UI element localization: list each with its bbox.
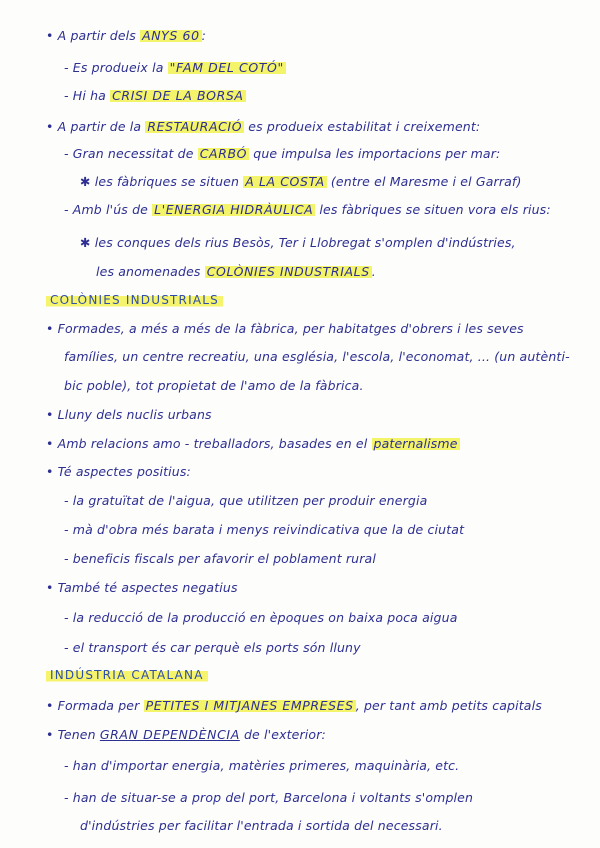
note-line-families: famílies, un centre recreatiu, una església, l'escola, l'economat, ... (un autènti- [64, 349, 570, 364]
note-line-carbo: - Gran necessitat de CARBÓ que impulsa les importacions per mar: [64, 146, 501, 161]
note-line-colonies: les anomenades COLÒNIES INDUSTRIALS . [96, 264, 376, 279]
note-line-lluny: • Lluny dels nuclis urbans [46, 407, 212, 422]
note-line-poble: bic poble), tot propietat de l'amo de la fàbrica. [64, 378, 364, 393]
note-line-conques: ✱ les conques dels rius Besòs, Ter i Llobregat s'omplen d'indústries, [80, 235, 516, 250]
note-line-port: - han de situar-se a prop del port, Barcelona i voltants s'omplen [64, 790, 474, 805]
section-heading-colonies: COLÒNIES INDUSTRIALS [46, 293, 223, 307]
note-line-reduccio: - la reducció de la producció en èpoques on baixa poca aigua [64, 610, 458, 625]
note-line-positius: • Té aspectes positius: [46, 464, 191, 479]
note-line-necessari: d'indústries per facilitar l'entrada i sortida del necessari. [80, 818, 443, 833]
note-line-energia-hidraulica: - Amb l'ús de L'ENERGIA HIDRÀULICA les fàbriques se situen vora els rius: [64, 202, 551, 217]
note-line-formades: • Formades, a més a més de la fàbrica, per habitatges d'obrers i les seves [46, 321, 524, 336]
note-line-fiscals: - beneficis fiscals per afavorir el poblament rural [64, 551, 376, 566]
note-line-costa: ✱ les fàbriques se situen A LA COSTA (entre el Maresme i el Garraf) [80, 174, 522, 189]
note-line-crisi-borsa: - Hi ha CRISI DE LA BORSA [64, 88, 244, 103]
note-line-negatius: • També té aspectes negatius [46, 580, 238, 595]
note-line-anys60: • A partir dels ANYS 60 : [46, 28, 207, 43]
section-heading-industria: INDÚSTRIA CATALANA [46, 668, 208, 682]
note-line-restauracio: • A partir de la RESTAURACIÓ es produeix estabilitat i creixement: [46, 119, 481, 134]
note-line-fam-coto: - Es produeix la "FAM DEL COTÓ" [64, 60, 284, 75]
note-line-paternalisme: • Amb relacions amo - treballadors, basades en el paternalisme [46, 436, 458, 451]
note-line-ma-obra: - mà d'obra més barata i menys reivindicativa que la de ciutat [64, 522, 465, 537]
note-line-pimes: • Formada per PETITES I MITJANES EMPRESES , per tant amb petits capitals [46, 698, 542, 713]
note-line-importar: - han d'importar energia, matèries primeres, maquinària, etc. [64, 758, 460, 773]
note-line-aigua: - la gratuïtat de l'aigua, que utilitzen per produir energia [64, 493, 428, 508]
note-line-transport: - el transport és car perquè els ports són lluny [64, 640, 361, 655]
note-line-dependencia: • Tenen GRAN DEPENDÈNCIA de l'exterior: [46, 727, 326, 742]
